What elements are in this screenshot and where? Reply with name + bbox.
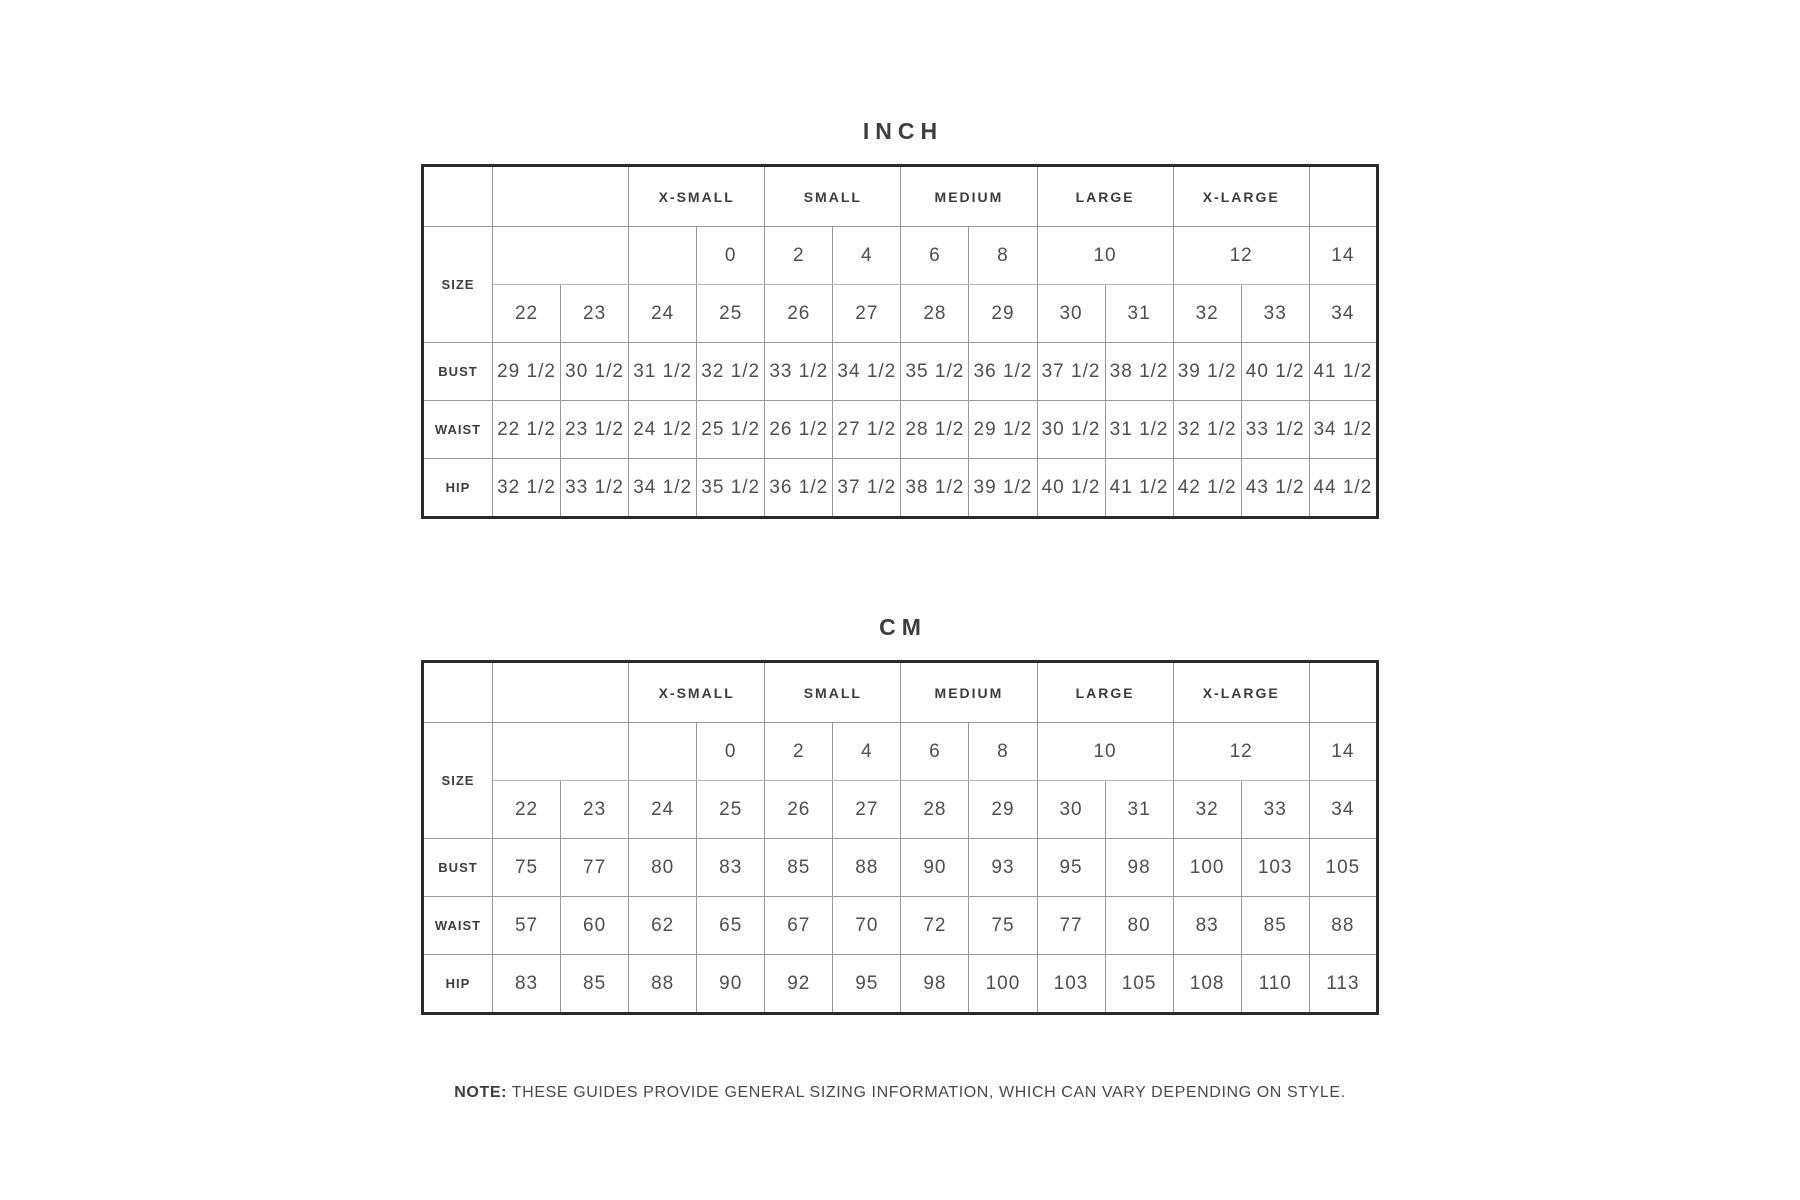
us-size-cell: [629, 723, 697, 781]
measurement-value-cell: 60: [561, 897, 629, 955]
inch-table-title: INCH: [862, 118, 944, 144]
measurement-value-cell: 90: [697, 955, 765, 1014]
us-size-cell: 0: [697, 227, 765, 285]
size-group-header: MEDIUM: [901, 662, 1037, 723]
measurement-value-cell: 85: [765, 839, 833, 897]
us-size-cell: [493, 227, 629, 285]
cm-table-container: [421, 660, 1379, 1015]
measurement-value-cell: 77: [1037, 897, 1105, 955]
size-group-header: X-LARGE: [1173, 662, 1309, 723]
inch-table-container: [421, 164, 1379, 519]
numeric-size-cell: 32: [1173, 781, 1241, 839]
numeric-size-cell: 22: [493, 285, 561, 343]
measurement-row: [423, 401, 1378, 459]
size-group-header: X-SMALL: [629, 662, 765, 723]
measurement-value-cell: 83: [1173, 897, 1241, 955]
cm-size-table: [421, 660, 1379, 1015]
numeric-size-cell: 22: [493, 781, 561, 839]
measurement-value-cell: 34 1/2: [629, 459, 697, 518]
measurement-row: [423, 897, 1378, 955]
sizing-note: [0, 1084, 1800, 1102]
measurement-row: [423, 955, 1378, 1014]
size-group-header: [493, 166, 629, 227]
measurement-value-cell: 57: [493, 897, 561, 955]
measurement-value-cell: 108: [1173, 955, 1241, 1014]
numeric-size-cell: 31: [1105, 781, 1173, 839]
measurement-value-cell: 65: [697, 897, 765, 955]
measurement-value-cell: 31 1/2: [1105, 401, 1173, 459]
measurement-value-cell: 39 1/2: [1173, 343, 1241, 401]
size-group-header: LARGE: [1037, 166, 1173, 227]
measurement-value-cell: 26 1/2: [765, 401, 833, 459]
measurement-value-cell: 30 1/2: [561, 343, 629, 401]
measurement-value-cell: 80: [629, 839, 697, 897]
numeric-size-cell: 29: [969, 781, 1037, 839]
us-size-cell: 6: [901, 723, 969, 781]
measurement-value-cell: 40 1/2: [1037, 459, 1105, 518]
numeric-size-cell: 28: [901, 781, 969, 839]
measurement-value-cell: 42 1/2: [1173, 459, 1241, 518]
measurement-value-cell: 33 1/2: [561, 459, 629, 518]
us-size-cell: [493, 723, 629, 781]
measurement-row: [423, 343, 1378, 401]
measurement-row-label: BUST: [423, 343, 493, 401]
measurement-value-cell: 100: [969, 955, 1037, 1014]
us-size-cell: 12: [1173, 227, 1309, 285]
measurement-value-cell: 38 1/2: [1105, 343, 1173, 401]
us-size-cell: 4: [833, 723, 901, 781]
us-size-cell: 6: [901, 227, 969, 285]
numeric-size-cell: 32: [1173, 285, 1241, 343]
measurement-value-cell: 90: [901, 839, 969, 897]
measurement-value-cell: 38 1/2: [901, 459, 969, 518]
measurement-value-cell: 31 1/2: [629, 343, 697, 401]
size-group-header: MEDIUM: [901, 166, 1037, 227]
measurement-value-cell: 43 1/2: [1241, 459, 1309, 518]
measurement-value-cell: 24 1/2: [629, 401, 697, 459]
measurement-row-label: WAIST: [423, 897, 493, 955]
numeric-size-cell: 25: [697, 285, 765, 343]
size-group-header: [493, 662, 629, 723]
measurement-value-cell: 75: [493, 839, 561, 897]
corner-cell: [423, 166, 493, 227]
numeric-size-row: [423, 285, 1378, 343]
size-group-header: X-SMALL: [629, 166, 765, 227]
measurement-row-label: HIP: [423, 459, 493, 518]
measurement-value-cell: 95: [833, 955, 901, 1014]
numeric-size-cell: 23: [561, 285, 629, 343]
numeric-size-cell: 34: [1309, 285, 1377, 343]
measurement-value-cell: 33 1/2: [1241, 401, 1309, 459]
measurement-value-cell: 25 1/2: [697, 401, 765, 459]
measurement-row: [423, 839, 1378, 897]
numeric-size-cell: 28: [901, 285, 969, 343]
measurement-value-cell: 85: [561, 955, 629, 1014]
measurement-value-cell: 29 1/2: [493, 343, 561, 401]
measurement-value-cell: 37 1/2: [833, 459, 901, 518]
measurement-value-cell: 98: [1105, 839, 1173, 897]
cm-size-section: [421, 614, 1379, 1015]
measurement-value-cell: 92: [765, 955, 833, 1014]
numeric-size-cell: 30: [1037, 285, 1105, 343]
us-size-cell: 8: [969, 227, 1037, 285]
size-row-label: SIZE: [423, 723, 493, 839]
us-size-row: [423, 227, 1378, 285]
measurement-value-cell: 77: [561, 839, 629, 897]
numeric-size-row: [423, 781, 1378, 839]
measurement-value-cell: 37 1/2: [1037, 343, 1105, 401]
numeric-size-cell: 25: [697, 781, 765, 839]
measurement-value-cell: 30 1/2: [1037, 401, 1105, 459]
measurement-value-cell: 67: [765, 897, 833, 955]
measurement-value-cell: 103: [1241, 839, 1309, 897]
measurement-value-cell: 88: [1309, 897, 1377, 955]
measurement-value-cell: 22 1/2: [493, 401, 561, 459]
measurement-value-cell: 34 1/2: [1309, 401, 1377, 459]
measurement-value-cell: 39 1/2: [969, 459, 1037, 518]
size-group-header: SMALL: [765, 662, 901, 723]
inch-size-table: [421, 164, 1379, 519]
us-size-cell: 14: [1309, 227, 1377, 285]
measurement-value-cell: 33 1/2: [765, 343, 833, 401]
measurement-value-cell: 103: [1037, 955, 1105, 1014]
numeric-size-cell: 31: [1105, 285, 1173, 343]
numeric-size-cell: 23: [561, 781, 629, 839]
measurement-value-cell: 85: [1241, 897, 1309, 955]
group-header-row: [423, 662, 1378, 723]
size-group-header: X-LARGE: [1173, 166, 1309, 227]
us-size-cell: 0: [697, 723, 765, 781]
us-size-cell: 2: [765, 723, 833, 781]
group-header-row: [423, 166, 1378, 227]
measurement-value-cell: 75: [969, 897, 1037, 955]
inch-size-section: [421, 118, 1379, 519]
measurement-value-cell: 100: [1173, 839, 1241, 897]
cm-table-title: CM: [879, 614, 927, 640]
size-group-header: [1309, 662, 1377, 723]
measurement-value-cell: 41 1/2: [1309, 343, 1377, 401]
numeric-size-cell: 30: [1037, 781, 1105, 839]
measurement-value-cell: 36 1/2: [969, 343, 1037, 401]
numeric-size-cell: 24: [629, 285, 697, 343]
measurement-value-cell: 35 1/2: [901, 343, 969, 401]
us-size-cell: 10: [1037, 227, 1173, 285]
measurement-value-cell: 110: [1241, 955, 1309, 1014]
us-size-cell: [629, 227, 697, 285]
measurement-value-cell: 105: [1105, 955, 1173, 1014]
measurement-value-cell: 41 1/2: [1105, 459, 1173, 518]
size-group-header: SMALL: [765, 166, 901, 227]
numeric-size-cell: 29: [969, 285, 1037, 343]
measurement-value-cell: 32 1/2: [493, 459, 561, 518]
measurement-value-cell: 83: [493, 955, 561, 1014]
size-group-header: [1309, 166, 1377, 227]
measurement-value-cell: 28 1/2: [901, 401, 969, 459]
numeric-size-cell: 27: [833, 285, 901, 343]
measurement-row: [423, 459, 1378, 518]
note-prefix: NOTE:: [454, 1084, 508, 1101]
size-group-header: LARGE: [1037, 662, 1173, 723]
us-size-row: [423, 723, 1378, 781]
measurement-value-cell: 98: [901, 955, 969, 1014]
measurement-value-cell: 113: [1309, 955, 1377, 1014]
numeric-size-cell: 34: [1309, 781, 1377, 839]
us-size-cell: 12: [1173, 723, 1309, 781]
size-row-label: SIZE: [423, 227, 493, 343]
measurement-value-cell: 40 1/2: [1241, 343, 1309, 401]
measurement-value-cell: 88: [833, 839, 901, 897]
corner-cell: [423, 662, 493, 723]
measurement-value-cell: 29 1/2: [969, 401, 1037, 459]
numeric-size-cell: 33: [1241, 285, 1309, 343]
measurement-row-label: HIP: [423, 955, 493, 1014]
measurement-value-cell: 34 1/2: [833, 343, 901, 401]
us-size-cell: 14: [1309, 723, 1377, 781]
measurement-value-cell: 32 1/2: [697, 343, 765, 401]
measurement-value-cell: 88: [629, 955, 697, 1014]
measurement-value-cell: 105: [1309, 839, 1377, 897]
measurement-row-label: BUST: [423, 839, 493, 897]
us-size-cell: 10: [1037, 723, 1173, 781]
measurement-value-cell: 80: [1105, 897, 1173, 955]
measurement-value-cell: 83: [697, 839, 765, 897]
numeric-size-cell: 26: [765, 781, 833, 839]
us-size-cell: 8: [969, 723, 1037, 781]
measurement-value-cell: 32 1/2: [1173, 401, 1241, 459]
note-text: THESE GUIDES PROVIDE GENERAL SIZING INFORMATION, WHICH CAN VARY DEPENDING ON STYLE.: [507, 1084, 1346, 1101]
numeric-size-cell: 24: [629, 781, 697, 839]
measurement-value-cell: 36 1/2: [765, 459, 833, 518]
numeric-size-cell: 33: [1241, 781, 1309, 839]
measurement-value-cell: 95: [1037, 839, 1105, 897]
measurement-value-cell: 23 1/2: [561, 401, 629, 459]
measurement-value-cell: 70: [833, 897, 901, 955]
numeric-size-cell: 27: [833, 781, 901, 839]
measurement-value-cell: 62: [629, 897, 697, 955]
measurement-value-cell: 44 1/2: [1309, 459, 1377, 518]
measurement-value-cell: 27 1/2: [833, 401, 901, 459]
measurement-value-cell: 72: [901, 897, 969, 955]
measurement-value-cell: 35 1/2: [697, 459, 765, 518]
us-size-cell: 2: [765, 227, 833, 285]
measurement-value-cell: 93: [969, 839, 1037, 897]
measurement-row-label: WAIST: [423, 401, 493, 459]
us-size-cell: 4: [833, 227, 901, 285]
numeric-size-cell: 26: [765, 285, 833, 343]
